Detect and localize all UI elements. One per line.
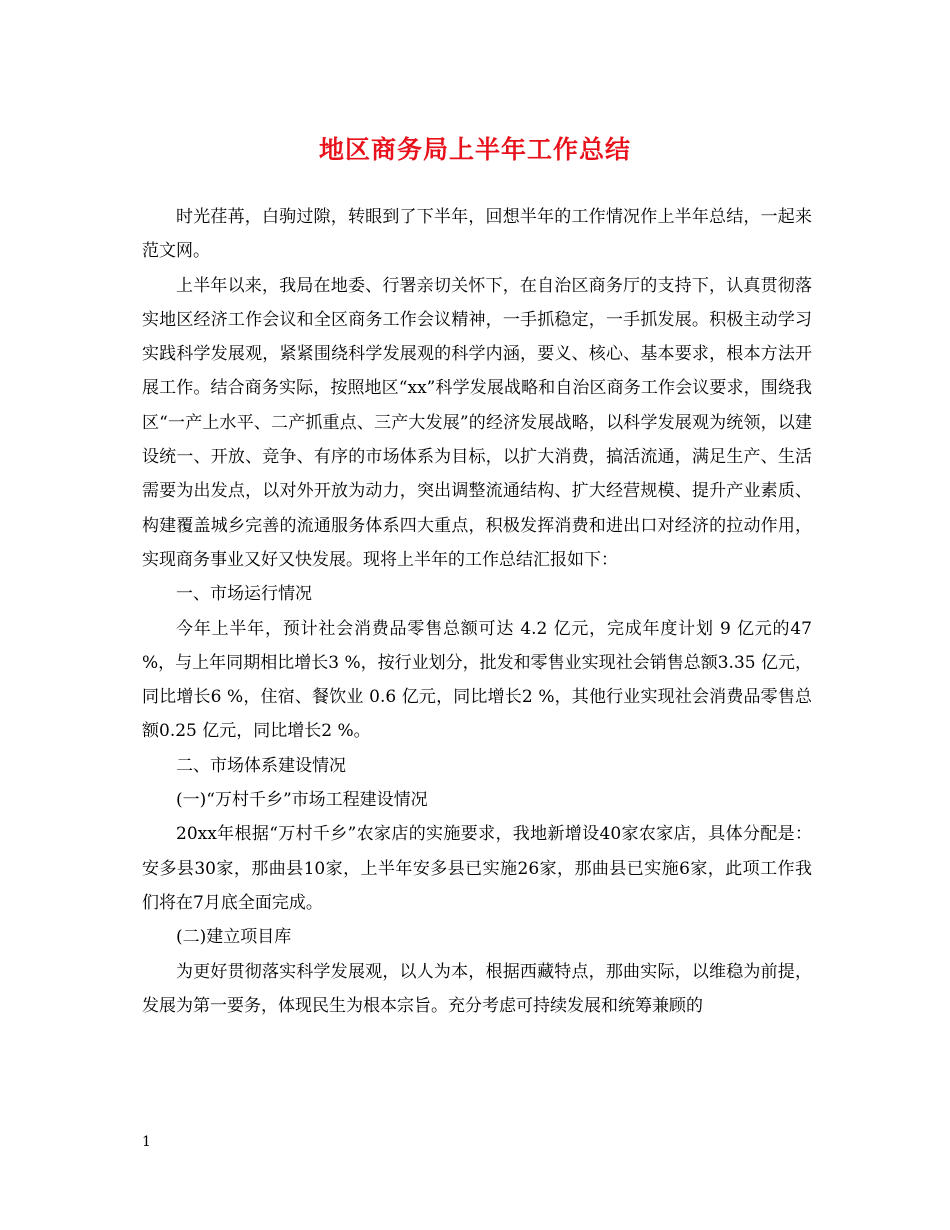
page-number: 1: [142, 1134, 151, 1150]
subsection-heading-village-project: (一)“万村千乡”市场工程建设情况: [176, 790, 428, 811]
intro-paragraph: 时光荏苒，白驹过隙，转眼到了下半年，回想半年的工作情况作上半年总结，一起来范文网。: [142, 207, 812, 262]
overview-paragraph: 上半年以来，我局在地委、行署亲切关怀下，在自治区商务厅的支持下，认真贯彻落实地区经济工作会议和全区商务工作会议精神，一手抓稳定，一手抓发展。积极主动学习实践科学发展观，紧紧围绕科学发展观的科学内涵，要义、核心、基本要求，根本方法开展工作。结合商务实际，按照地区“xx”科学发展战略和自治区商务工作会议要求，围绕我区“一产上水平、二产抓重点、三产大发展”的经济发展战略，以科学发展观为统领，以建设统一、开放、竞争、有序的市场体系为目标，以扩大消费，搞活流通，满足生产、生活需要为出发点，以对外开放为动力，突出调整流通结构、扩大经营规模、提升产业素质、构建覆盖城乡完善的流通服务体系四大重点，积极发挥消费和进出口对经济的拉动作用，实现商务事业又好又快发展。现将上半年的工作总结汇报如下：: [142, 275, 812, 570]
village-project-paragraph: 20xx年根据“万村千乡”农家店的实施要求，我地新增设40家农家店，具体分配是：安多县30家，那曲县10家，上半年安多县已实施26家，那曲县已实施6家，此项工作我们将在7月底全面完成。: [142, 824, 812, 913]
project-library-paragraph: 为更好贯彻落实科学发展观，以人为本，根据西藏特点，那曲实际，以维稳为前提，发展为第一要务，体现民生为根本宗旨。充分考虑可持续发展和统筹兼顾的: [142, 961, 812, 1016]
section-heading-market-operation: 一、市场运行情况: [176, 584, 312, 605]
market-operation-paragraph: 今年上半年，预计社会消费品零售总额可达 4.2 亿元，完成年度计划 9 亿元的47 %，与上年同期相比增长3 %，按行业划分，批发和零售业实现社会销售总额3.35 亿元，同比增长6 %，住宿、餐饮业 0.6 亿元，同比增长2 %，其他行业实现社会消费品零售总额0.25 亿元，同比增长2 %。: [142, 618, 812, 742]
subsection-heading-project-library: (二)建立项目库: [176, 927, 292, 948]
section-heading-market-system: 二、市场体系建设情况: [176, 755, 346, 776]
document-body: [142, 200, 812, 1023]
document-title: 地区商务局上半年工作总结: [318, 135, 631, 164]
